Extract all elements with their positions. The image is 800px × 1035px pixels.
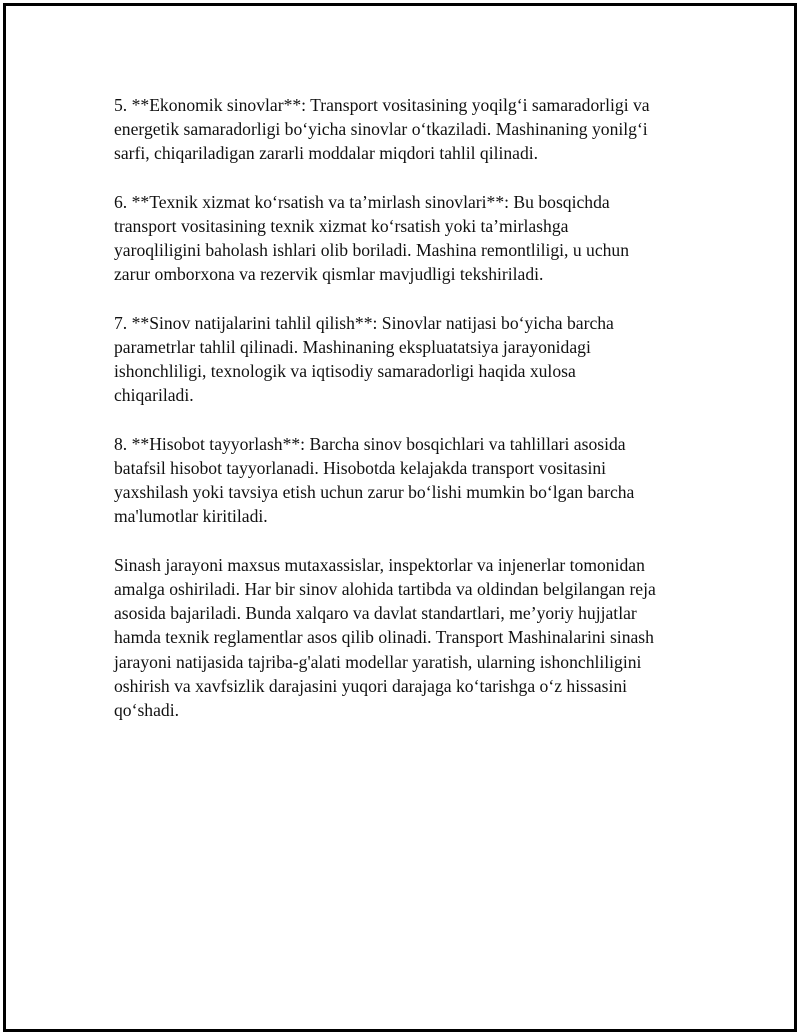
text-line: ma'lumotlar kiritiladi.	[114, 506, 268, 527]
text-line: batafsil hisobot tayyorlanadi. Hisobotda kelajakda transport vositasini	[114, 458, 607, 478]
text-line: chiqariladi.	[114, 385, 194, 406]
text-line: 8. **Hisobot tayyorlash**: Barcha sinov bosqichlari va tahlillari asosida	[114, 433, 626, 454]
text-line: transport vositasining texnik xizmat ko‘rsatish yoki ta’mirlashga	[114, 216, 569, 236]
paragraph-testing-process	[114, 553, 679, 722]
text-line: parametrlar tahlil qilinadi. Mashinaning ekspluatatsiya jarayonidagi	[114, 337, 591, 357]
text-line: zarur omborxona va rezervik qismlar mavjudligi tekshiriladi.	[114, 264, 544, 285]
text-line: qo‘shadi.	[114, 700, 179, 721]
text-line: jarayoni natijasida tajriba-g'alati modellar yaratish, ularning ishonchliligini	[114, 651, 642, 672]
text-line: 6. **Texnik xizmat ko‘rsatish va ta’mirlash sinovlari**: Bu bosqichda	[114, 191, 610, 212]
text-line: ishonchliligi, texnologik va iqtisodiy samaradorligi haqida xulosa	[114, 361, 576, 382]
text-line: Sinash jarayoni maxsus mutaxassislar, inspektorlar va injenerlar tomonidan	[114, 554, 645, 575]
text-line: yaroqliligini baholash ishlari olib boriladi. Mashina remontliligi, u uchun	[114, 240, 630, 261]
text-line: oshirish va xavfsizlik darajasini yuqori darajaga ko‘tarishga o‘z hissasini	[114, 675, 628, 696]
paragraph-maintenance-tests	[114, 190, 679, 287]
paragraph-economic-tests	[114, 93, 679, 166]
text-line: hamda texnik reglamentlar asos qilib olinadi. Transport Mashinalarini sinash	[114, 627, 654, 648]
document-body	[114, 93, 679, 746]
paragraph-report-preparation	[114, 432, 679, 529]
text-line: 5. **Ekonomik sinovlar**: Transport vositasining yoqilg‘i samaradorligi va	[114, 95, 650, 115]
text-line: amalga oshiriladi. Har bir sinov alohida tartibda va oldindan belgilangan reja	[114, 579, 656, 599]
text-line: 7. **Sinov natijalarini tahlil qilish**: Sinovlar natijasi bo‘yicha barcha	[114, 312, 614, 333]
text-line: yaxshilash yoki tavsiya etish uchun zarur bo‘lishi mumkin bo‘lgan barcha	[114, 482, 635, 503]
text-line: asosida bajariladi. Bunda xalqaro va davlat standartlari, me’yoriy hujjatlar	[114, 603, 637, 624]
text-line: sarfi, chiqariladigan zararli moddalar miqdori tahlil qilinadi.	[114, 143, 539, 164]
text-line: energetik samaradorligi bo‘yicha sinovlar o‘tkaziladi. Mashinaning yonilg‘i	[114, 119, 648, 140]
paragraph-results-analysis	[114, 311, 679, 408]
